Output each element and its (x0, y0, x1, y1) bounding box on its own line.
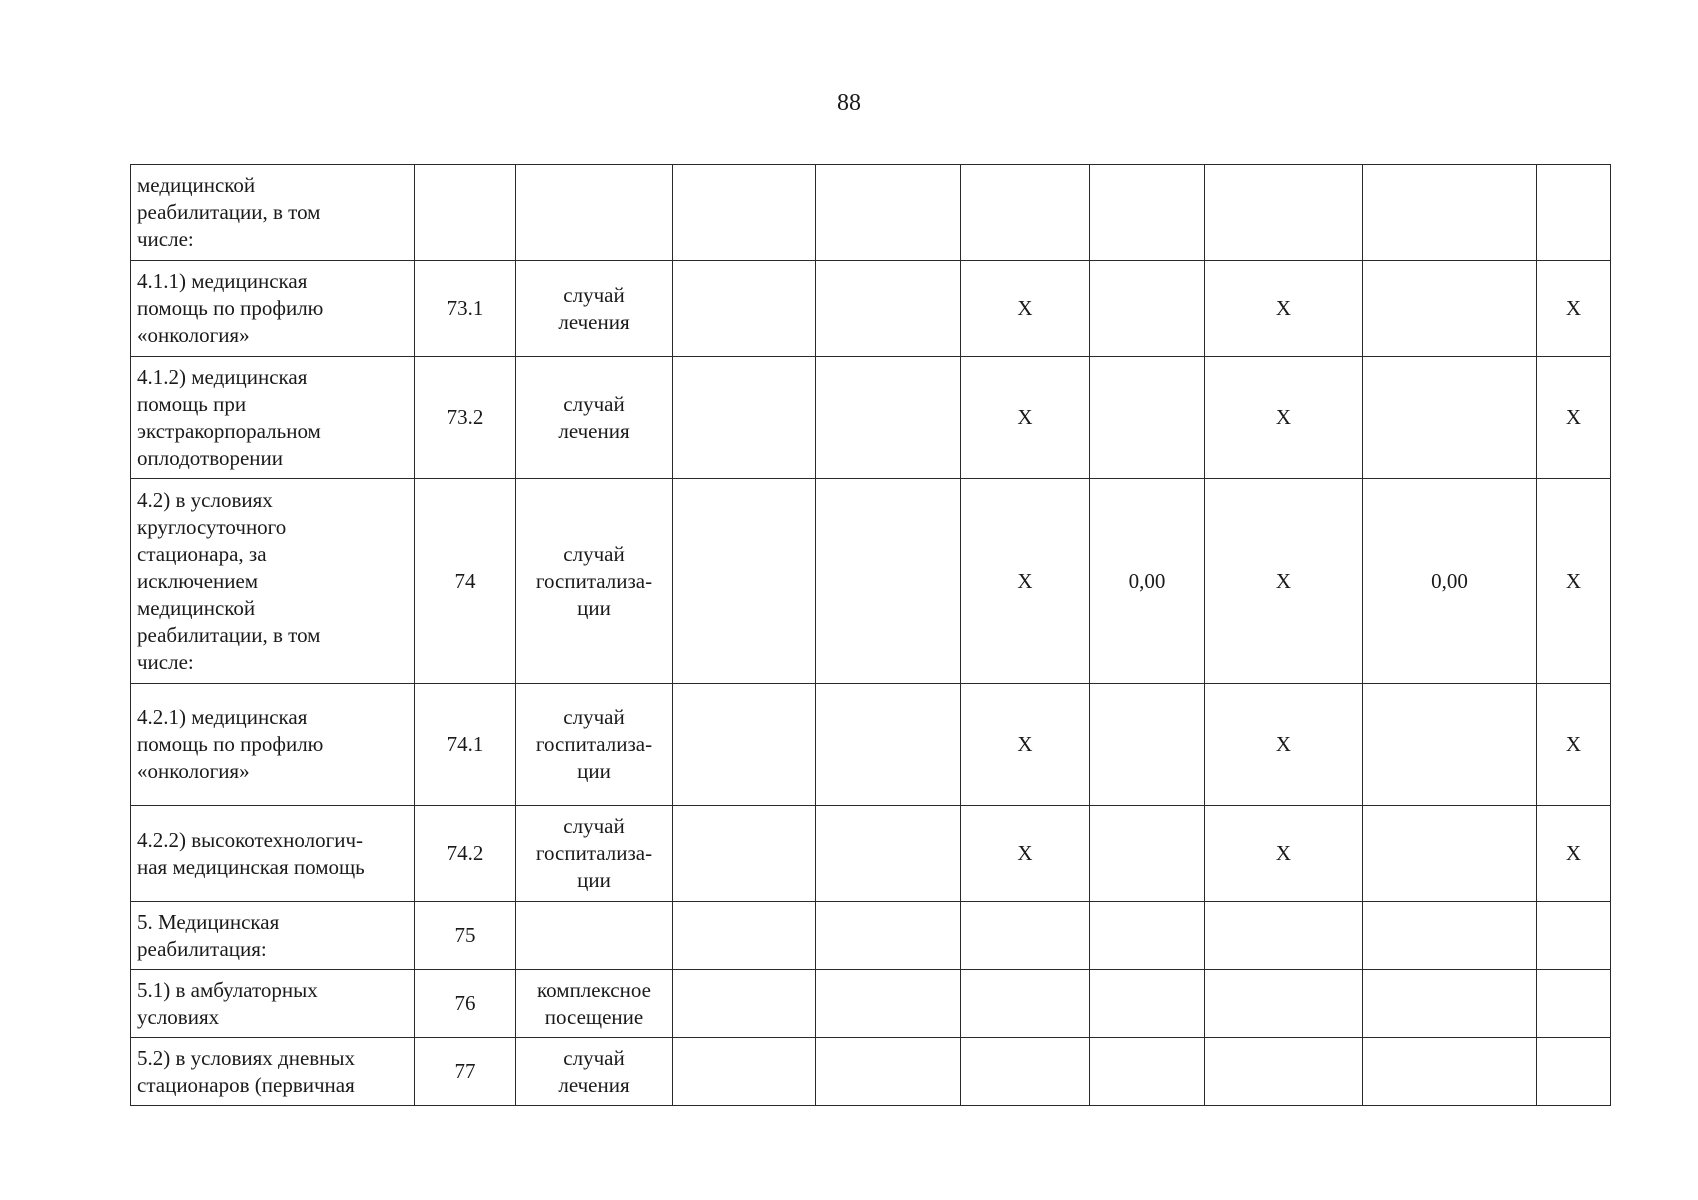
row-name-cell: 4.2.2) высокотехнологич- ная медицинская помощь (131, 806, 415, 902)
value-cell (1090, 165, 1205, 261)
table-row (131, 684, 1611, 806)
value-cell: X (1537, 357, 1611, 479)
row-number-cell: 74.1 (415, 684, 516, 806)
value-cell: X (961, 684, 1090, 806)
value-cell (673, 970, 816, 1038)
value-cell: X (1537, 479, 1611, 684)
row-name-cell: 4.1.1) медицинская помощь по профилю «онкология» (131, 261, 415, 357)
value-cell: X (1537, 684, 1611, 806)
row-unit-cell (516, 902, 673, 970)
value-cell (673, 806, 816, 902)
value-cell: X (1205, 684, 1363, 806)
value-cell (1363, 165, 1537, 261)
value-cell (1205, 165, 1363, 261)
row-unit-cell: случай лечения (516, 357, 673, 479)
row-name-cell: 4.1.2) медицинская помощь при экстракорпоральном оплодотворении (131, 357, 415, 479)
value-cell: X (1205, 806, 1363, 902)
row-name-cell: 5.1) в амбулаторных условиях (131, 970, 415, 1038)
value-cell (673, 165, 816, 261)
value-cell (1363, 970, 1537, 1038)
value-cell (673, 357, 816, 479)
value-cell (1090, 357, 1205, 479)
value-cell: X (1537, 806, 1611, 902)
value-cell: 0,00 (1363, 479, 1537, 684)
row-number-cell: 77 (415, 1038, 516, 1106)
value-cell (1205, 1038, 1363, 1106)
value-cell (816, 479, 961, 684)
value-cell (1537, 902, 1611, 970)
table-row (131, 970, 1611, 1038)
value-cell (673, 684, 816, 806)
value-cell (1090, 902, 1205, 970)
value-cell: X (1537, 261, 1611, 357)
row-number-cell: 76 (415, 970, 516, 1038)
table-body (131, 165, 1611, 1106)
row-unit-cell: случай лечения (516, 261, 673, 357)
row-name-cell: 4.2) в условиях круглосуточного стационара, за исключением медицинской реабилитации, в том числе: (131, 479, 415, 684)
value-cell (816, 806, 961, 902)
table-row (131, 1038, 1611, 1106)
row-name-cell: 5.2) в условиях дневных стационаров (первичная (131, 1038, 415, 1106)
value-cell (816, 902, 961, 970)
value-cell (1537, 1038, 1611, 1106)
value-cell (1090, 970, 1205, 1038)
table-row (131, 806, 1611, 902)
value-cell (816, 261, 961, 357)
document-table (130, 164, 1611, 1106)
table-row (131, 357, 1611, 479)
row-unit-cell (516, 165, 673, 261)
value-cell (1205, 970, 1363, 1038)
table-row (131, 479, 1611, 684)
value-cell (961, 970, 1090, 1038)
row-number-cell: 74.2 (415, 806, 516, 902)
value-cell (1090, 261, 1205, 357)
value-cell (961, 165, 1090, 261)
value-cell (673, 479, 816, 684)
row-number-cell: 75 (415, 902, 516, 970)
value-cell: X (961, 479, 1090, 684)
row-name-cell: 5. Медицинская реабилитация: (131, 902, 415, 970)
row-unit-cell: случай лечения (516, 1038, 673, 1106)
value-cell (1363, 1038, 1537, 1106)
value-cell (673, 1038, 816, 1106)
table-row (131, 261, 1611, 357)
value-cell (1363, 684, 1537, 806)
row-number-cell: 74 (415, 479, 516, 684)
row-unit-cell: комплексное посещение (516, 970, 673, 1038)
value-cell: X (1205, 357, 1363, 479)
value-cell (816, 970, 961, 1038)
value-cell: X (961, 261, 1090, 357)
page-number: 88 (837, 90, 861, 116)
value-cell: X (1205, 479, 1363, 684)
value-cell (816, 1038, 961, 1106)
value-cell (1090, 1038, 1205, 1106)
value-cell (1363, 806, 1537, 902)
row-name-cell: медицинской реабилитации, в том числе: (131, 165, 415, 261)
table-row (131, 902, 1611, 970)
row-name-cell: 4.2.1) медицинская помощь по профилю «онкология» (131, 684, 415, 806)
value-cell (1205, 902, 1363, 970)
value-cell (1537, 970, 1611, 1038)
value-cell (816, 165, 961, 261)
row-number-cell: 73.1 (415, 261, 516, 357)
value-cell: X (1205, 261, 1363, 357)
value-cell (1090, 806, 1205, 902)
value-cell: X (961, 806, 1090, 902)
row-number-cell: 73.2 (415, 357, 516, 479)
value-cell (961, 1038, 1090, 1106)
row-unit-cell: случай госпитализа- ции (516, 806, 673, 902)
value-cell (816, 684, 961, 806)
value-cell: 0,00 (1090, 479, 1205, 684)
value-cell: X (961, 357, 1090, 479)
document-table-container (130, 164, 1610, 1106)
value-cell (961, 902, 1090, 970)
value-cell (816, 357, 961, 479)
value-cell (1537, 165, 1611, 261)
value-cell (1363, 357, 1537, 479)
value-cell (673, 261, 816, 357)
table-row (131, 165, 1611, 261)
row-unit-cell: случай госпитализа- ции (516, 684, 673, 806)
value-cell (1363, 902, 1537, 970)
row-number-cell (415, 165, 516, 261)
row-unit-cell: случай госпитализа- ции (516, 479, 673, 684)
value-cell (1363, 261, 1537, 357)
value-cell (673, 902, 816, 970)
value-cell (1090, 684, 1205, 806)
